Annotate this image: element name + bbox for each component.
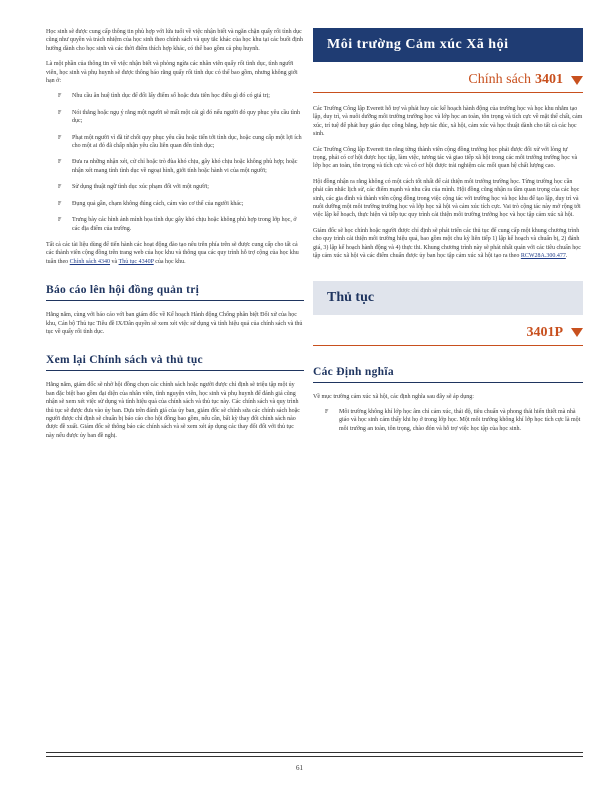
policy-paragraph-1: Các Trường Công lập Everett hỗ trợ và phát huy các kế hoạch hành động của trường học và học khu nhằm tạo lập, duy trì, và nuôi dưỡng môi trường trường học và lớp học an toàn, tôn trọng và tích cực về mặt thể chất, cảm xúc, trí tuệ để phát huy giáo dục công bằng, hợp tác đúc, xã hội, cảm xúc và học thuật dành cho tất cả các học sinh. [313, 106, 583, 138]
page-number: 61 [296, 764, 303, 772]
intro-paragraph-1: Học sinh sẽ được cung cấp thông tin phù hợp với lứa tuổi về việc nhận biết và ngăn chặn quấy rối tình dục cũng như quyền và trách nhiệm của học sinh theo chính sách và quy tắc khác của học khu tại các buổi định hướng dành cho học sinh và các thời điểm thích hợp khác, có thể bao gồm cả phụ huynh. [46, 29, 303, 52]
bullet-icon: F [58, 109, 62, 116]
left-column [46, 28, 304, 447]
list-item: F Nhu cầu ân huệ tình dục để đổi lấy điểm số hoặc đưa tiên học điều gì đó có giá trị; [58, 93, 270, 100]
policy-paragraph-3: Hội đồng nhận ra rằng không có một cách tốt nhất để cải thiện môi trường trường học. Từng trường học cần phải cân nhắc lịch sử, các điểm mạnh và nhu cầu của mình. Hội đồng cũng nhận ra tầm quan trọng của các học sinh, các gia đình và thành viên cộng đồng trong việc cộng tác với trường học và học khu để tạo lập, duy trì và nuôi dưỡng một môi trường trường học và lớp học xã hội và cảm xúc tích cực. Vai trò cộng tác này mở rộng tới việc lập kế hoạch, thực hiện và tiếp tục quy trình cải thiện môi trường trường học và học tập cảm xúc xã hội. [313, 178, 581, 219]
list-item: F Nói thẳng hoặc ngụ ý rằng một người sẽ mất một cái gì đó nếu người đó quy phục yêu cầu tình dục; [58, 109, 300, 125]
bullet-icon: F [58, 159, 62, 166]
report-paragraph: Hằng năm, cùng với báo cáo với ban giám đốc về Kế hoạch Hành động Chống phân biệt Đối xử của học khu, Cán bộ Thủ tục Tiêu đề IX/Dân quyền sẽ xem xét việc sử dụng và tính hiệu quả của chính sách và thủ tục về quấy rối tình dục. [46, 312, 303, 335]
bullet-icon: F [325, 408, 329, 415]
policy-4340-link[interactable]: Chính sách 4340 [69, 258, 111, 265]
policy-number: 3401 [535, 72, 563, 87]
procedure-header [313, 325, 583, 346]
bullet-icon: F [58, 93, 62, 100]
report-section-title: Báo cáo lên hội đồng quản trị [46, 284, 304, 301]
procedure-banner: Thủ tục [313, 281, 583, 315]
policy-paragraph-4: Giám đốc sẽ học chính hoặc người được chỉ định sẽ phát triển các thủ tục để cung cấp một khung chương trình cho quy trình cải thiện môi trường hiệu quả, bao gồm một chu kỳ liên tiếp 1) lập kế hoạch và chuẩn bị, 2) đánh giá, 3) lập kế hoạch hành động và 4) thực thi. Khung chương trình này sẽ phát nhất quán với các tiêu chuẩn học tập cảm xúc xã hội và các điểm chuẩn được ủy ban học tập cảm xúc xã hội tạo ra theo RCW28A.300.477. [313, 227, 581, 260]
definitions-intro: Về mục trường cảm xúc xã hội, các định nghĩa sau đây sẽ áp dụng: [313, 393, 474, 400]
footer-divider [46, 756, 583, 757]
list-item: F Trưng bày các hình ảnh mình họa tình dục gây khó chịu hoặc không phù hợp trong lớp học, ở các địa điểm của trường. [58, 217, 297, 232]
section-banner: Môi trường Cảm xúc Xã hội [313, 28, 583, 62]
triangle-down-icon [571, 328, 583, 337]
policy-header [313, 72, 583, 93]
review-section-title: Xem lại Chính sách và thủ tục [46, 354, 304, 371]
list-item: F Đụng quả gần, chạm không đúng cách, cám vào cơ thể của người khác; [58, 200, 244, 207]
list-item: F Môi trường không khí lớp học âm chỉ cảm xúc, thái độ, tiêu chuẩn và phong thái hiển thiết mà nhà giáo và học sinh cảm thấy khi họ ở trong lớp học. Một môi trường không khí lớp học tích cực là một môi trường an toàn, tôn trọng, chào đón và hỗ trợ việc học tập của học sinh. [325, 408, 581, 432]
procedure-4340p-link[interactable]: Thủ tục 4340P [118, 258, 154, 265]
list-item: F Sử dụng thuật ngữ tình dục xúc phạm đối với một người; [58, 184, 209, 191]
definitions-list [313, 408, 583, 433]
bullet-icon: F [58, 200, 62, 207]
footer-divider [46, 752, 583, 753]
list-item: F Đưa ra những nhận xét, cử chỉ hoặc trò đùa khó chịu, gây khó chịu hoặc không phù hợp; hoặc nhận xét mang tính tình dục về ngoại hình, giới tính hoặc hành vi của một người; [58, 159, 298, 174]
definitions-title: Các Định nghĩa [313, 366, 583, 383]
list-item: F Phạt một người vì đã từ chối quy phục yêu cầu hoặc tiến tới tình dục, hoặc cung cấp một lợi ích cho một ai đó đã chấp nhận yêu cầu liên quan đến tình dục; [58, 134, 302, 150]
right-column [313, 28, 583, 441]
procedure-number: 3401P [526, 324, 563, 340]
review-paragraph: Hằng năm, giám đốc sẽ nhờ hội đồng chọn các chính sách hoặc người được chỉ định sẽ triệu tập một ủy ban đặc biệt bao gồm đại diện của nhân viên, tình nguyện viên, học sinh và phụ huynh để đánh giá cũng nhận sẽ xem xét việc sử dụng và tính hiệu quả của chính sách và thủ tục này. Các chính sách và quy trình thủ tục sẽ được đưa vào ủy ban. Dựa trên đánh giá của ủy ban, giám đốc sẽ chỉnh sửa các chính sách hoặc người được chỉ định sẽ chuẩn bị báo cáo cho hội đồng bao gồm, nếu cần, bất kỳ thay đổi chính sách nào được đề xuất. Giám đốc sẽ thông báo các chính sách và sẽ xem xét áp dụng các thay đổi đối với thủ tục này nếu được ủy ban đề nghị. [46, 382, 300, 439]
intro-paragraph-2: Là một phần của thông tin về việc nhận biết và phòng ngừa các nhân viên quấy rối tình dục, tình người viên, học sinh và phụ huynh sẽ được thông báo rằng quấy rối tình dục có thể bao gồm, nhưng không giới hạn ở: [46, 61, 298, 85]
harassment-examples-list [46, 92, 304, 232]
bullet-icon: F [58, 184, 62, 191]
bullet-icon: F [58, 217, 62, 224]
closing-paragraph: Tất cả các tài liệu dùng để tiến hành các hoạt động đào tạo nêu trên phía trên sẽ được cung cấp cho tất cả các thành viên cộng đồng trên trang web của học khu và thông qua các quy trình hỗ trợ cộng của học khu tuân theo Chính sách 4340 và Thủ tục 4340P của học khu. [46, 241, 299, 265]
bullet-icon: F [58, 134, 62, 141]
triangle-down-icon [571, 76, 583, 85]
rcw-link[interactable]: RCW28A.300.477 [520, 253, 566, 260]
policy-label: Chính sách [468, 72, 531, 87]
policy-paragraph-2: Các Trường Công lập Everett tin rằng từng thành viên cộng đồng trường học phải được đối xử với lòng tự trọng, phải có cơ hội được học tập, làm việc, tương tác và giao tiếp xã hội trong các môi trường trường học và lớp học an toàn, tôn trọng và tích cực và có cơ hội được trải nghiệm các mối quan hệ chất lượng cao. [313, 146, 578, 170]
